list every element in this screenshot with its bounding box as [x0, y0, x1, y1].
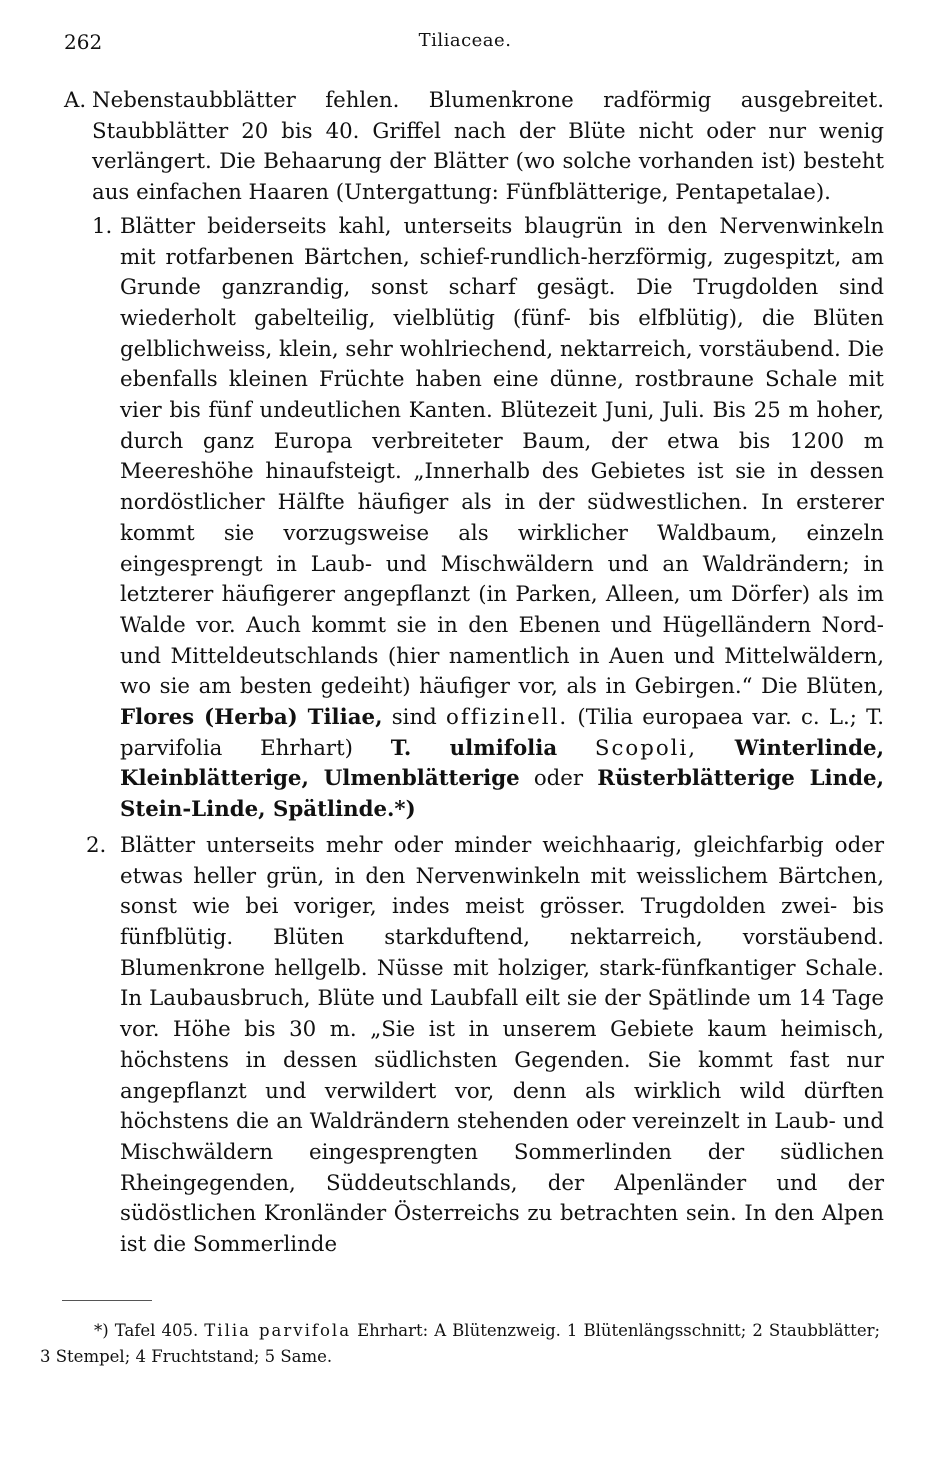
oder-word: oder [533, 766, 584, 792]
section-a-paragraph [64, 86, 884, 209]
item-2-paragraph [64, 831, 884, 1261]
species-name: T. ulmifolia [390, 735, 558, 761]
footnote-lead: Tafel 405. [114, 1321, 199, 1340]
species-author: Scopoli, [594, 735, 698, 761]
section-a-text: Nebenstaubblätter fehlen. Blumenkrone radförmig ausgebreitet. Staubblätter 20 bis 40. Griffel nach der Blüte nicht oder nur wenig verlängert. Die Behaarung der Blätter (wo solche vorhanden ist) besteht aus einfachen Haaren (Untergattung: Fünfblätterige, Pentapetalae). [92, 88, 884, 206]
common-names-first: Winterlinde, Kleinblätterige, Ulmenblätterige [120, 735, 885, 792]
footnote-rule [62, 1300, 152, 1301]
footnote-species: Tilia parvifola [204, 1321, 352, 1340]
offizinell-word: offizinell. [446, 705, 569, 731]
item-1-text: Blätter beiderseits kahl, unterseits blaugrün in den Nervenwinkeln mit rotfarbenen Bärtchen, schief-rundlich-herzförmig, zugespitzt, am Grunde ganzrandig, sonst scharf gesägt. Die Trugdolden sind wiederholt gabelteilig, vielblütig (fünf- bis elfblütig), die Blüten gelblichweiss, klein, sehr wohlriechend, nektarreich, vorstäubend. Die ebenfalls kleinen Früchte haben eine dünne, rostbraune Schale mit vier bis fünf undeutlichen Kanten. Blütezeit Juni, Juli. Bis 25 m hoher, durch ganz Europa verbreiteter Baum, der etwa bis 1200 m Meereshöhe hinaufsteigt. „Innerhalb des Gebietes ist sie in dessen nordöstlicher Hälfte häufiger als in der südwestlichen. In ersterer kommt sie vorzugsweise als wirklicher Waldbaum, einzeln eingesprengt in Laub- und Mischwäldern und an Waldrändern; in letzterer häufigerer angepflanzt (in Parken, Alleen, um Dörfer) als im Walde vor. Auch kommt sie in den Ebenen und Hügelländern Nord- und Mitteldeutschlands (hier namentlich in Auen und Mittelwäldern, wo sie am besten gedeiht) häufiger vor, als in Gebirgen.“ Die Blüten, [120, 213, 884, 700]
sind-word: sind [391, 705, 437, 731]
drug-name: Flores (Herba) Tiliae, [120, 705, 383, 731]
item-1-marker: 1. [92, 213, 113, 239]
body-text [64, 86, 884, 1261]
common-names-second: Rüsterblätterige Linde, Stein-Linde, Spätlinde.*) [120, 766, 884, 823]
item-1-paragraph [64, 212, 884, 826]
page-number: 262 [64, 30, 103, 54]
section-a-marker: A. [64, 88, 87, 113]
footnote-marker: *) [94, 1321, 109, 1340]
running-head [64, 30, 866, 58]
synonym-text: (Tilia europaea var. c. L.; T. parvifolia Ehrhart) [120, 705, 884, 761]
item-2-marker: 2. [86, 832, 107, 858]
running-title: Tiliaceae. [418, 30, 512, 51]
footnote-rest: Ehrhart: A Blütenzweig. 1 Blütenlängsschnitt; 2 Staubblätter; 3 Stempel; 4 Fruchtstand; 5 Same. [40, 1321, 881, 1366]
item-2-text: Blätter unterseits mehr oder minder weichhaarig, gleichfarbig oder etwas heller grün, in den Nervenwinkeln mit weisslichem Bärtchen, sonst wie bei voriger, indes meist grösser. Trugdolden zwei- bis fünfblütig. Blüten starkduftend, nektarreich, vorstäubend. Blumenkrone hellgelb. Nüsse mit holziger, stark-fünfkantiger Schale. In Laubausbruch, Blüte und Laubfall eilt sie der Spätlinde um 14 Tage vor. Höhe bis 30 m. „Sie ist in unserem Gebiete kaum heimisch, höchstens in dessen südlichsten Gegenden. Sie kommt fast nur angepflanzt und verwildert vor, denn als wirklich wild dürften höchstens die an Waldrändern stehenden oder vereinzelt in Laub- und Mischwäldern eingesprengten Sommerlinden der südlichen Rheingegenden, Süddeutschlands, der Alpenländer und der südöstlichen Kronländer Österreichs zu betrachten sein. In den Alpen ist die Sommerlinde [120, 832, 884, 1258]
footnote [40, 1318, 880, 1370]
